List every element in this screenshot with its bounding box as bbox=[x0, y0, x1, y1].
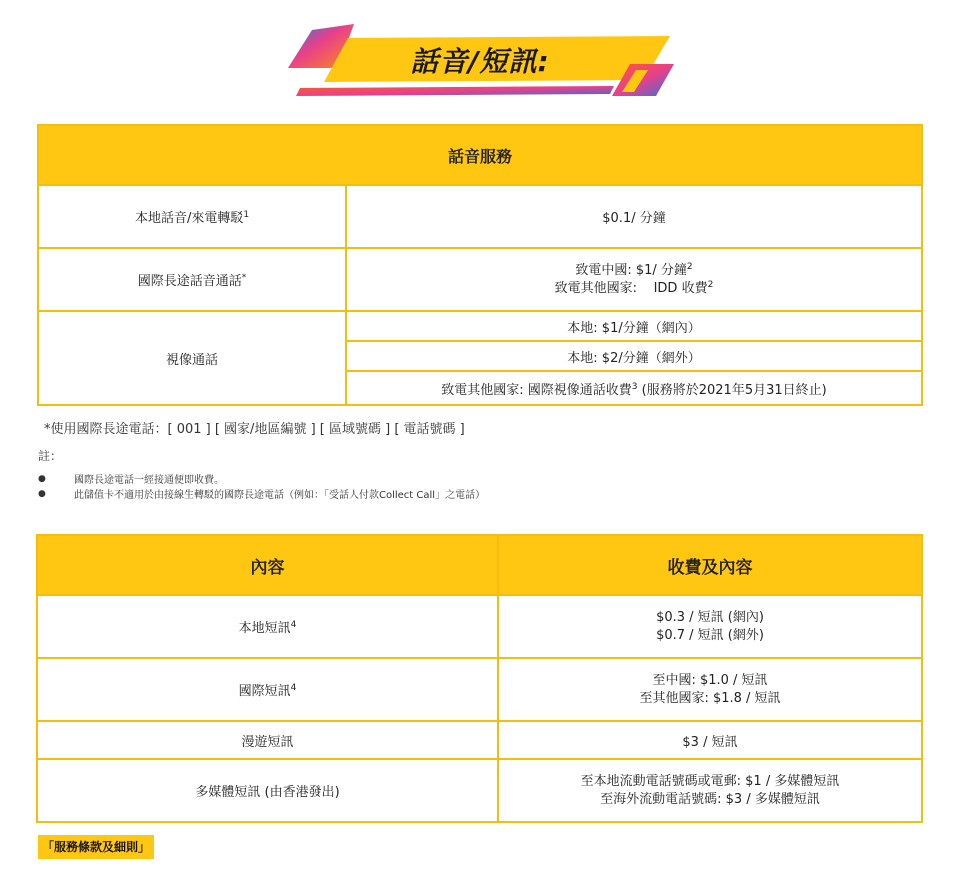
sms-header-content: 內容 bbox=[37, 535, 498, 595]
intl-voice-label: 國際長途話音通話* bbox=[38, 248, 346, 311]
banner-title: 話音/短訊: bbox=[410, 45, 550, 78]
notes-list bbox=[38, 471, 485, 501]
video-local-offnet: 本地: $2/分鐘（網外） bbox=[346, 341, 922, 371]
sms-row-label: 多媒體短訊 (由香港發出) bbox=[37, 759, 498, 822]
bullet-icon: ● bbox=[38, 488, 46, 499]
sms-row-value: $3 / 短訊 bbox=[498, 721, 922, 759]
table-row bbox=[38, 311, 922, 341]
video-local-onnet: 本地: $1/分鐘（網內） bbox=[346, 311, 922, 341]
section-banner bbox=[284, 16, 676, 100]
table-row bbox=[37, 595, 922, 658]
voice-table-header: 話音服務 bbox=[38, 125, 922, 185]
intl-voice-value: 致電中國: $1/ 分鐘$^2$ 致電其他國家: IDD 收費$^2$ bbox=[346, 248, 922, 311]
video-call-label: 視像通話 bbox=[38, 311, 346, 405]
sms-row-label: 國際短訊$^4$ bbox=[37, 658, 498, 721]
table-row bbox=[37, 658, 922, 721]
intl-dial-footnote: *使用國際長途電話：[ 001 ] [ 國家/地區編號 ] [ 區域號碼 ] [ 電話號碼 ] bbox=[44, 422, 465, 437]
table-row bbox=[37, 759, 922, 822]
sms-header-fee: 收費及內容 bbox=[498, 535, 922, 595]
bullet-icon: ● bbox=[38, 473, 46, 484]
sms-row-label: 本地短訊$^4$ bbox=[37, 595, 498, 658]
sms-row-value: $0.3 / 短訊 (網內) $0.7 / 短訊 (網外) bbox=[498, 595, 922, 658]
sms-row-value: 至中國: $1.0 / 短訊 至其他國家: $1.8 / 短訊 bbox=[498, 658, 922, 721]
table-row bbox=[37, 721, 922, 759]
list-item: ● 此儲值卡不適用於由接線生轉駁的國際長途電話（例如：「受話人付款Collect Call」之電話） bbox=[38, 488, 486, 501]
local-voice-label: 本地話音/來電轉駁$^1$ bbox=[38, 185, 346, 248]
terms-link[interactable]: 「服務條款及細則」 bbox=[38, 835, 154, 859]
sms-row-label: 漫遊短訊 bbox=[37, 721, 498, 759]
table-row bbox=[38, 185, 922, 248]
list-item: ● 國際長途電話一經接通便即收費。 bbox=[38, 473, 224, 486]
voice-service-table bbox=[37, 124, 923, 406]
sms-service-table bbox=[36, 534, 923, 823]
local-voice-value: $0.1/ 分鐘 bbox=[346, 185, 922, 248]
sms-row-value: 至本地流動電話號碼或電郵: $1 / 多媒體短訊 至海外流動電話號碼: $3 / 多媒體短訊 bbox=[498, 759, 922, 822]
video-intl: 致電其他國家: 國際視像通話收費$^3$ (服務將於2021年5月31日終止) bbox=[346, 371, 922, 405]
notes-label: 註： bbox=[38, 449, 63, 463]
table-row bbox=[38, 248, 922, 311]
